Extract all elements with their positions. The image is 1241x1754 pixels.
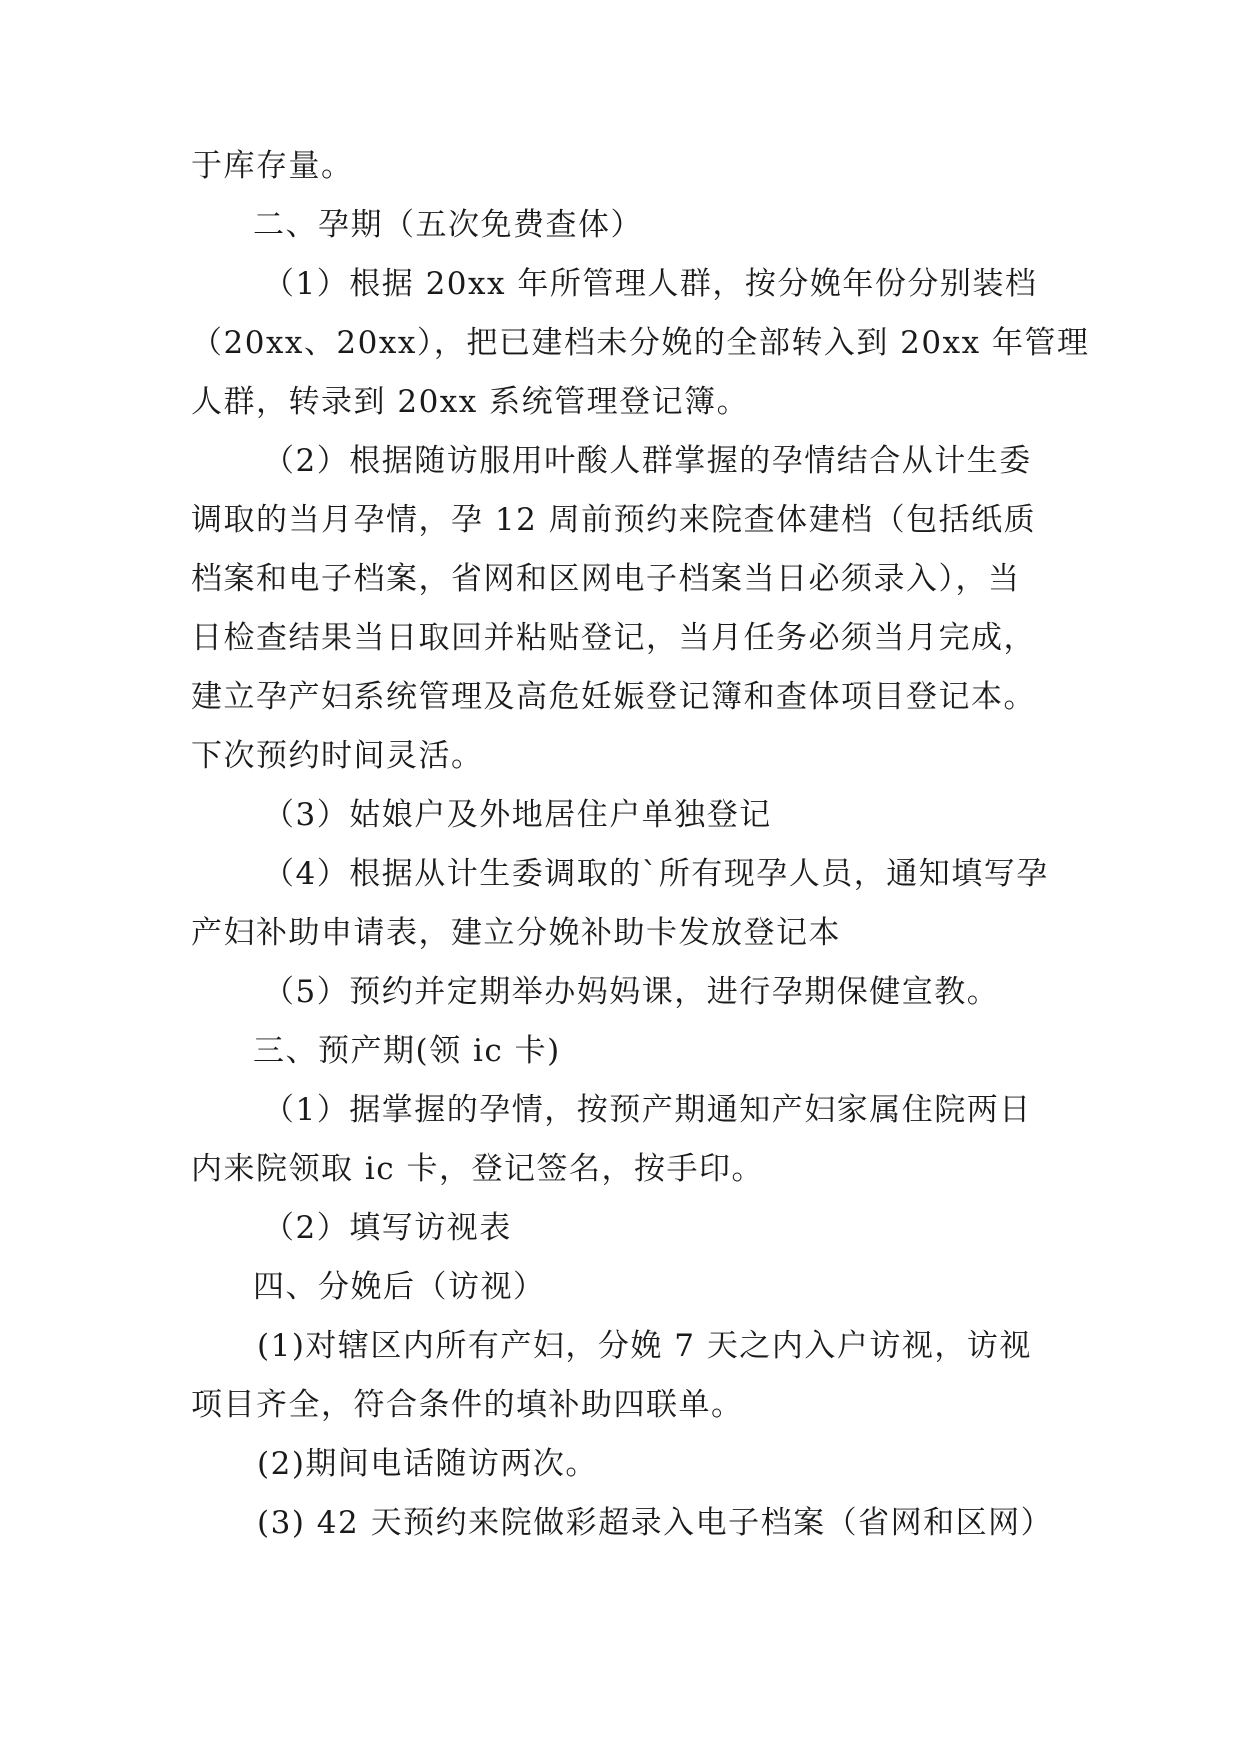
text-line: 日检查结果当日取回并粘贴登记，当月任务必须当月完成， [191,620,1036,656]
section-heading: 四、分娩后（访视） [253,1269,546,1305]
text-line: （2）填写访视表 [263,1210,512,1246]
text-line: （1）根据 20xx 年所管理人群，按分娩年份分别装档 [263,266,1038,302]
section-heading: 三、预产期(领 ic 卡) [253,1033,561,1069]
text-line: 调取的当月孕情，孕 12 周前预约来院查体建档（包括纸质 [191,502,1037,538]
section-heading: 二、孕期（五次免费查体） [253,207,643,243]
text-line: （3）姑娘户及外地居住户单独登记 [263,797,772,833]
text-line: 下次预约时间灵活。 [191,738,484,774]
text-line: （4）根据从计生委调取的`所有现孕人员，通知填写孕 [263,856,1049,892]
text-line: 档案和电子档案，省网和区网电子档案当日必须录入），当 [191,561,1021,597]
text-line: （2）根据随访服用叶酸人群掌握的孕情结合从计生委 [263,443,1032,479]
text-line: 产妇补助申请表，建立分娩补助卡发放登记本 [191,915,841,951]
text-line: 人群，转录到 20xx 系统管理登记簿。 [191,384,750,420]
text-line: 项目齐全，符合条件的填补助四联单。 [191,1387,744,1423]
text-line: (2)期间电话随访两次。 [257,1446,598,1482]
text-line: （5）预约并定期举办妈妈课，进行孕期保健宣教。 [263,974,1000,1010]
text-line: (1)对辖区内所有产妇，分娩 7 天之内入户访视，访视 [257,1328,1032,1364]
text-line: （20xx、20xx），把已建档未分娩的全部转入到 20xx 年管理 [191,325,1090,361]
text-line: 于库存量。 [191,148,354,184]
text-line: （1）据掌握的孕情，按预产期通知产妇家属住院两日 [263,1092,1032,1128]
text-line: (3) 42 天预约来院做彩超录入电子档案（省网和区网） [257,1505,1054,1541]
text-line: 建立孕产妇系统管理及高危妊娠登记簿和查体项目登记本。 [191,679,1036,715]
text-line: 内来院领取 ic 卡，登记签名，按手印。 [191,1151,764,1187]
